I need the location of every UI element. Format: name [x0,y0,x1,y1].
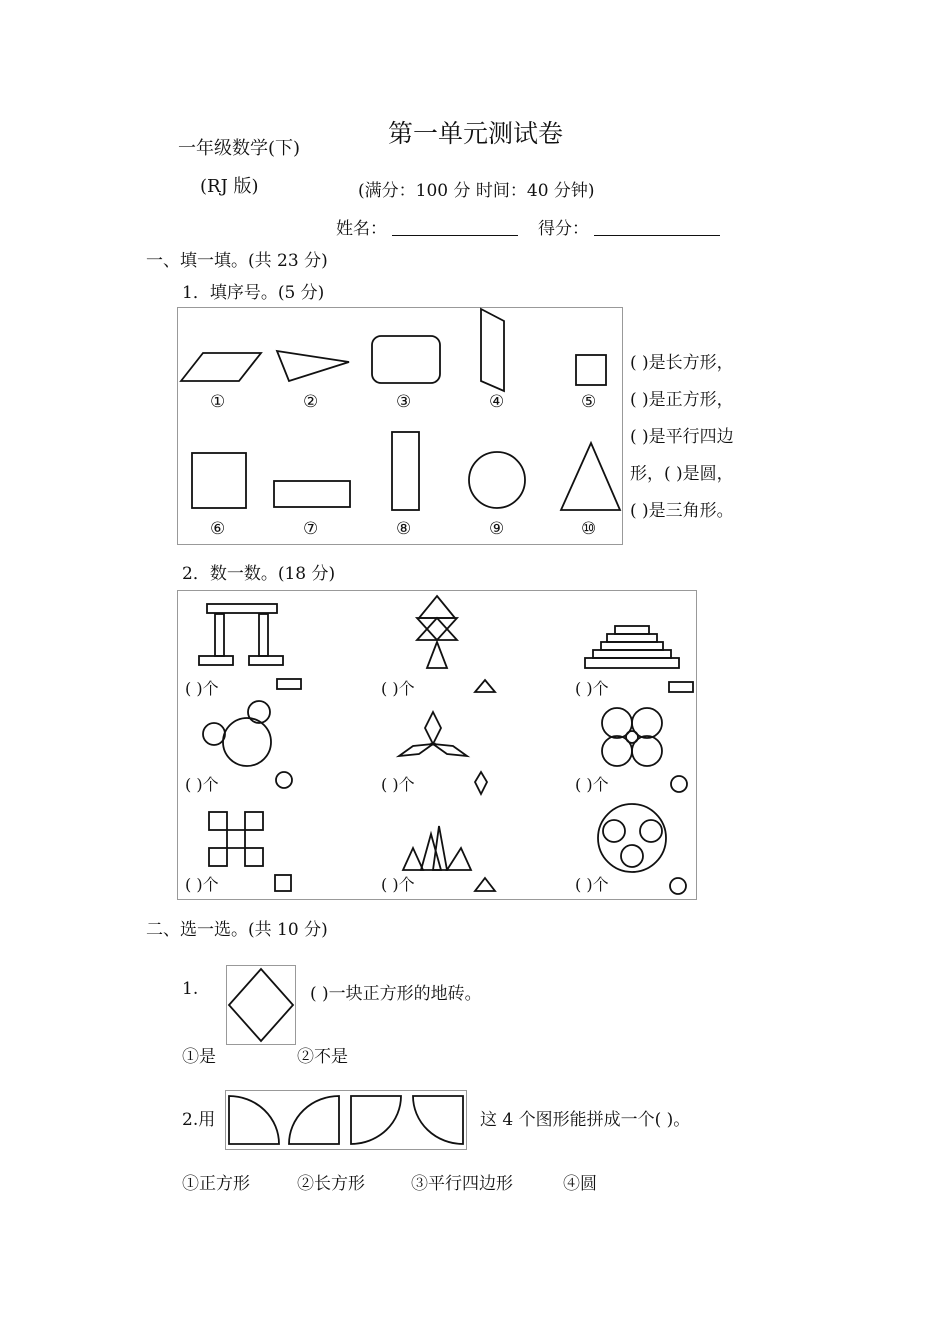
triangle-mountains [403,826,471,870]
quarter-circle-shape [351,1096,401,1144]
q1-label: 1．填序号。(5 分) [182,283,325,303]
page-title: 第一单元测试卷 [388,119,564,148]
shape-number: ③ [396,392,412,412]
q2-label: 2．数一数。(18 分) [182,564,336,584]
triangle-icon [475,680,495,692]
triangle-icon [475,878,495,891]
circle-shape [469,452,525,508]
triangle-shape [561,443,620,510]
name-label: 姓名： [336,219,387,239]
shape-number: ⑦ [303,519,319,539]
count-blank[interactable]: ( )个 [575,875,609,894]
q2-text: 这 4 个图形能拼成一个( )。 [480,1110,691,1130]
option[interactable]: ②不是 [297,1047,348,1067]
small-square-shape [576,355,606,385]
circle-icon [671,776,687,792]
count-blank[interactable]: ( )个 [381,775,415,794]
shape-number: ② [303,392,319,412]
shape-number: ⑧ [396,519,412,539]
section2-heading: 二、选一选。(共 10 分) [146,920,328,940]
answer-line[interactable]: ( )是正方形， [630,390,734,410]
option[interactable]: ①正方形 [182,1174,250,1194]
option[interactable]: ①是 [182,1047,216,1067]
q1-text: ( )一块正方形的地砖。 [310,984,482,1004]
count-blank[interactable]: ( )个 [185,775,219,794]
option[interactable]: ③平行四边形 [411,1174,513,1194]
square-shape [192,453,246,508]
option[interactable]: ②长方形 [297,1174,365,1194]
parallelogram-shape [181,353,261,381]
q2-prefix: 2.用 [182,1110,216,1130]
count-blank[interactable]: ( )个 [381,875,415,894]
answer-line[interactable]: ( )是长方形， [630,353,734,373]
diamond-shape [229,969,293,1041]
section1-heading: 一、填一填。(共 23 分) [146,251,328,271]
stacked-rectangles [585,626,679,668]
rhombus-flower [399,712,467,756]
rectangle-icon [669,682,693,692]
count-blank[interactable]: ( )个 [185,875,219,894]
rectangle-structure [199,604,283,665]
circle-bear [203,701,271,766]
answer-line[interactable]: ( )是三角形。 [630,501,734,521]
answer-line[interactable]: 形，( )是圆， [630,464,734,484]
obtuse-triangle-shape [277,351,349,381]
triangle-tree [417,596,457,668]
grade-label: 一年级数学(下) [178,138,301,159]
shape-number: ⑥ [210,519,226,539]
score-field[interactable] [594,235,720,236]
square-icon [275,875,291,891]
circle-clover [602,708,662,766]
quarter-circles-figure [225,1090,467,1150]
score-label: 得分： [538,219,589,239]
option[interactable]: ④圆 [563,1174,597,1194]
shape-number: ⑩ [581,519,597,539]
tall-parallelogram-shape [481,309,504,391]
quarter-circle-shape [289,1096,339,1144]
count-blank[interactable]: ( )个 [381,679,415,698]
shape-number: ⑨ [489,519,505,539]
shape-number: ① [210,392,226,412]
quarter-circle-shape [229,1096,279,1144]
count-blank[interactable]: ( )个 [185,679,219,698]
counting-figure [177,590,697,900]
tall-rectangle-shape [392,432,419,510]
circle-icon [276,772,292,788]
count-blank[interactable]: ( )个 [575,775,609,794]
circle-face [598,804,666,872]
shape-number: ④ [489,392,505,412]
count-blank[interactable]: ( )个 [575,679,609,698]
rounded-rectangle-shape [372,336,440,383]
rectangle-shape [274,481,350,507]
square-pattern [209,812,263,866]
shapes-figure [177,307,623,545]
tilted-square-figure [226,965,296,1045]
q1-number: 1. [182,979,199,999]
exam-meta: (满分：100 分 时间：40 分钟) [358,181,595,201]
rectangle-icon [277,679,301,689]
rhombus-icon [475,772,487,794]
answer-line[interactable]: ( )是平行四边 [630,427,734,447]
circle-icon [670,878,686,894]
quarter-circle-shape [413,1096,463,1144]
name-field[interactable] [392,235,518,236]
edition-label: (RJ 版) [200,176,259,197]
shape-number: ⑤ [581,392,597,412]
